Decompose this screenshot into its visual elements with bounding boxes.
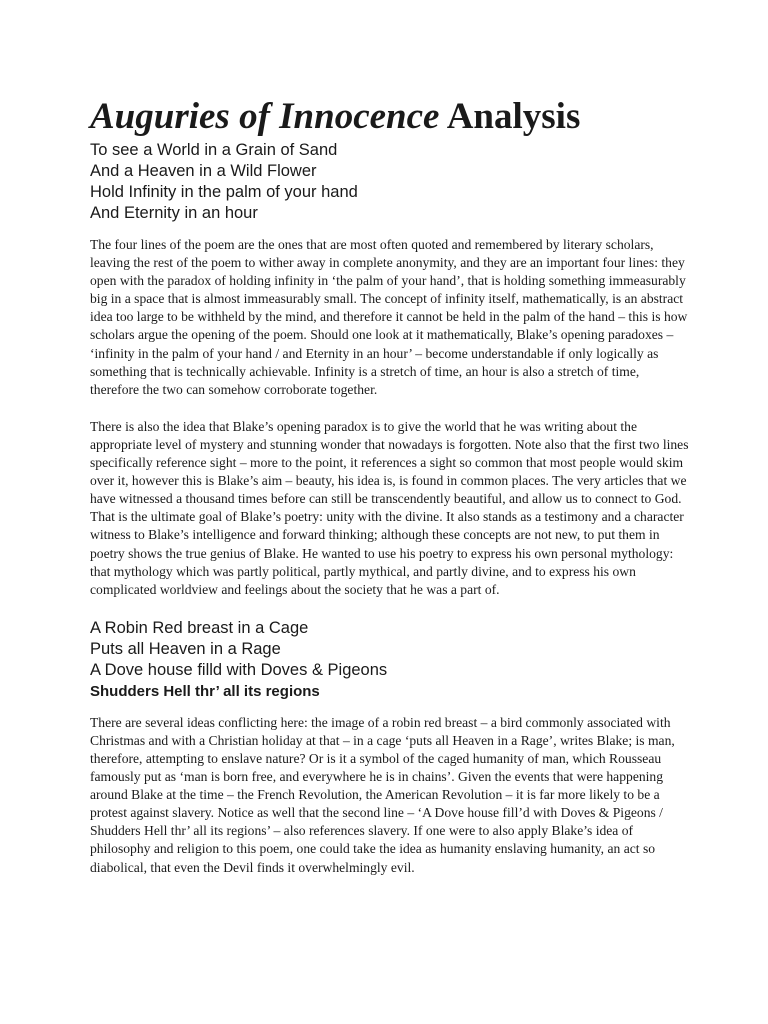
analysis-paragraph-2: There is also the idea that Blake’s opening paradox is to give the world that he was writing about the appropriate level of mystery and stunning wonder that nowadays is forgotten. Note also that the first two lines specifically reference sight – more to the point, it references a sight so common that most people would skim over it, however this is Blake’s aim – beauty, his idea is, is found in common places. The very articles that we have witnessed a thousand times before can still be transcendently beautiful, and allow us to connect to God. That is the ultimate goal of Blake’s poetry: unity with the divine. It also stands as a testimony and a character witness to Blake’s intelligence and forward thinking; although these concepts are not new, to put them in poetry shows the true genius of Blake. He wanted to use his poetry to express his own personal mythology: that mythology which was partly political, partly mythical, and partly divine, and to express his own complicated worldview and feelings about the society that he was a part of. bbox=[90, 418, 689, 597]
verse-line: And a Heaven in a Wild Flower bbox=[90, 162, 317, 180]
verse-line: A Robin Red breast in a Cage bbox=[90, 618, 309, 637]
verse-stanza-2 bbox=[90, 618, 690, 702]
verse-line: And Eternity in an hour bbox=[90, 204, 258, 222]
verse-line: Shudders Hell thr’ all its regions bbox=[90, 682, 320, 700]
verse-line: To see a World in a Grain of Sand bbox=[90, 141, 338, 159]
document-page bbox=[90, 96, 690, 877]
verse-line: Hold Infinity in the palm of your hand bbox=[90, 183, 358, 201]
analysis-paragraph-1: The four lines of the poem are the ones that are most often quoted and remembered by literary scholars, leaving the rest of the poem to wither away in complete anonymity, and they are an important four lines: they open with the paradox of holding infinity in ‘the palm of your hand’, that is holding something immeasurably big in a space that is almost immeasurably small. The concept of infinity itself, mathematically, is an abstract idea too large to be withheld by the mind, and therefore it cannot be held in the palm of the hand – this is how scholars argue the opening of the poem. Should one look at it mathematically, Blake’s opening paradoxes – ‘infinity in the palm of your hand / and Eternity in an hour’ – become understandable if only logically as something that is technically achievable. Infinity is a stretch of time, an hour is also a stretch of time, therefore the two can somehow corroborate together. bbox=[90, 237, 688, 397]
title-rest: Analysis bbox=[439, 96, 581, 137]
verse-line: Puts all Heaven in a Rage bbox=[90, 639, 281, 658]
title-italic-part: Auguries of Innocence bbox=[90, 96, 440, 137]
verse-line: A Dove house filld with Doves & Pigeons bbox=[90, 660, 388, 679]
verse-stanza-1 bbox=[90, 140, 690, 224]
analysis-paragraph-3: There are several ideas conflicting here: the image of a robin red breast – a bird commonly associated with Christmas and with a Christian holiday at that – in a cage ‘puts all Heaven in a Rage’, writes Blake; is man, therefore, attempting to enslave nature? Or is it a symbol of the caged humanity of man, which Rousseau famously put as ‘man is born free, and everywhere he is in chains’. Given the events that were happening around Blake at the time – the French Revolution, the American Revolution – it is far more likely to be a protest against slavery. Notice as well that the second line – ‘A Dove house fill’d with Doves & Pigeons / Shudders Hell thr’ all its regions’ – also references slavery. If one were to also apply Blake’s idea of philosophy and religion to this poem, one could take the idea as humanity enslaving humanity, an act so diabolical, that even the Devil finds it overwhelmingly evil. bbox=[90, 714, 675, 875]
page-title bbox=[90, 96, 690, 138]
